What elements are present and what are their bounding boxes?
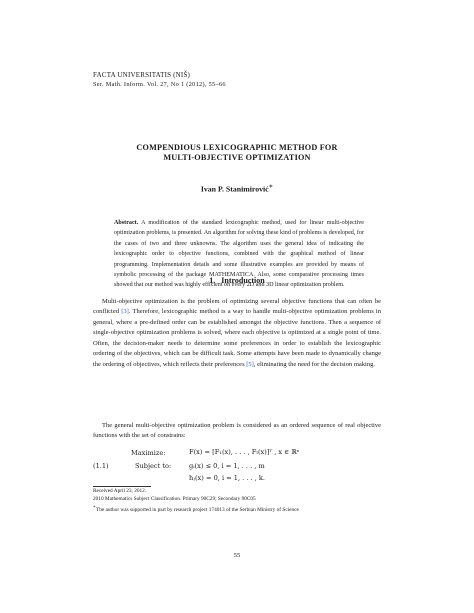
footnote-marker: ∗ [268,183,274,190]
intro-paragraph-2: The general multi-objective optimization problem is considered as an ordered sequence of real objective functions with the set of constrains: [93,422,381,440]
abstract-label: Abstract. [114,220,139,226]
received-date: Received April 23, 2012. [93,488,147,494]
paper-title-line-1: COMPENDIOUS LEXICOGRAPHIC METHOD FOR [136,143,338,152]
para1-text-a: Multi-objective optimization is the problem of optimizing several objective functions that can often be conflicted [93,298,381,316]
equation-number: (1.1) [93,462,109,470]
page-number: 55 [233,552,241,559]
footnote-marker: ∗ [93,504,96,509]
journal-series: Ser. Math. Inform. Vol. 27, No 1 (2012), 55–66 [93,81,226,88]
objective-formula: F(x) = [F₁(x), . . . , Fₗ(x)]ᵀ , x ∈ ℝⁿ [189,448,300,456]
inequality-constraint: gᵢ(x) ≤ 0, i = 1, . . . , m [189,462,265,470]
maximize-label: Maximize: [131,449,166,457]
footnote-rule [93,486,151,487]
intro-paragraph-1 [93,297,381,370]
author-name [60,182,414,194]
paper-title-line-2: MULTI-OBJECTIVE OPTIMIZATION [163,153,311,162]
support-text: The author was supported in part by research project 174013 of the Serbian Ministry of Science [96,506,299,513]
support-footnote [93,503,393,514]
section-number: 1. [209,276,216,285]
subject-to-label: Subject to: [135,462,172,470]
para1-text-b: . Therefore, lexicographic method is a way to handle multi-objective optimization problems in general, where a pre-defined order can be established amongst the objective functions. Then a sequence of single-objective optimization problems is solved, where each objective is optimized at a single point of time. Often, the decision-maker needs to determine some preferences in order to establish the lexicographic ordering of the objectives, which can be difficult task. Some attempts have been made to dynamically change the ordering of objectives, which reflects their preferences [93,308,381,368]
author-text: Ivan P. Stanimirović [200,184,269,194]
section-heading [60,276,414,285]
citation-link[interactable]: [5] [246,360,254,368]
journal-name: FACTA UNIVERSITATIS (NIŠ) [93,71,191,79]
msc-classification: 2010 Mathematics Subject Classification. Primary 90C29; Secondary 90C05 [93,496,256,502]
citation-link[interactable]: [3] [121,308,129,316]
para1-text-c: , eliminating the need for the decision making. [253,360,375,368]
abstract-text: A modification of the standard lexicographic method, used for linear multi-objective optimization problems, is presented. An algorithm for solving these kind of problems is developed, for the cases of two and three unknowns. The algorithm uses the general idea of indicating the lexicographic order to objective functions, combined with the graphical method of linear programming. Implementation details and some illustrative examples are provided by means of symbolic processing of the package MATHEMATICA. Also, some comparative processing times showed that our method was highly efficient on every 2D and 3D linear optimization problem. [114,220,364,289]
equality-constraint: hⱼ(x) = 0, i = 1, . . . , k. [189,474,266,482]
section-title: Introduction [221,276,265,285]
